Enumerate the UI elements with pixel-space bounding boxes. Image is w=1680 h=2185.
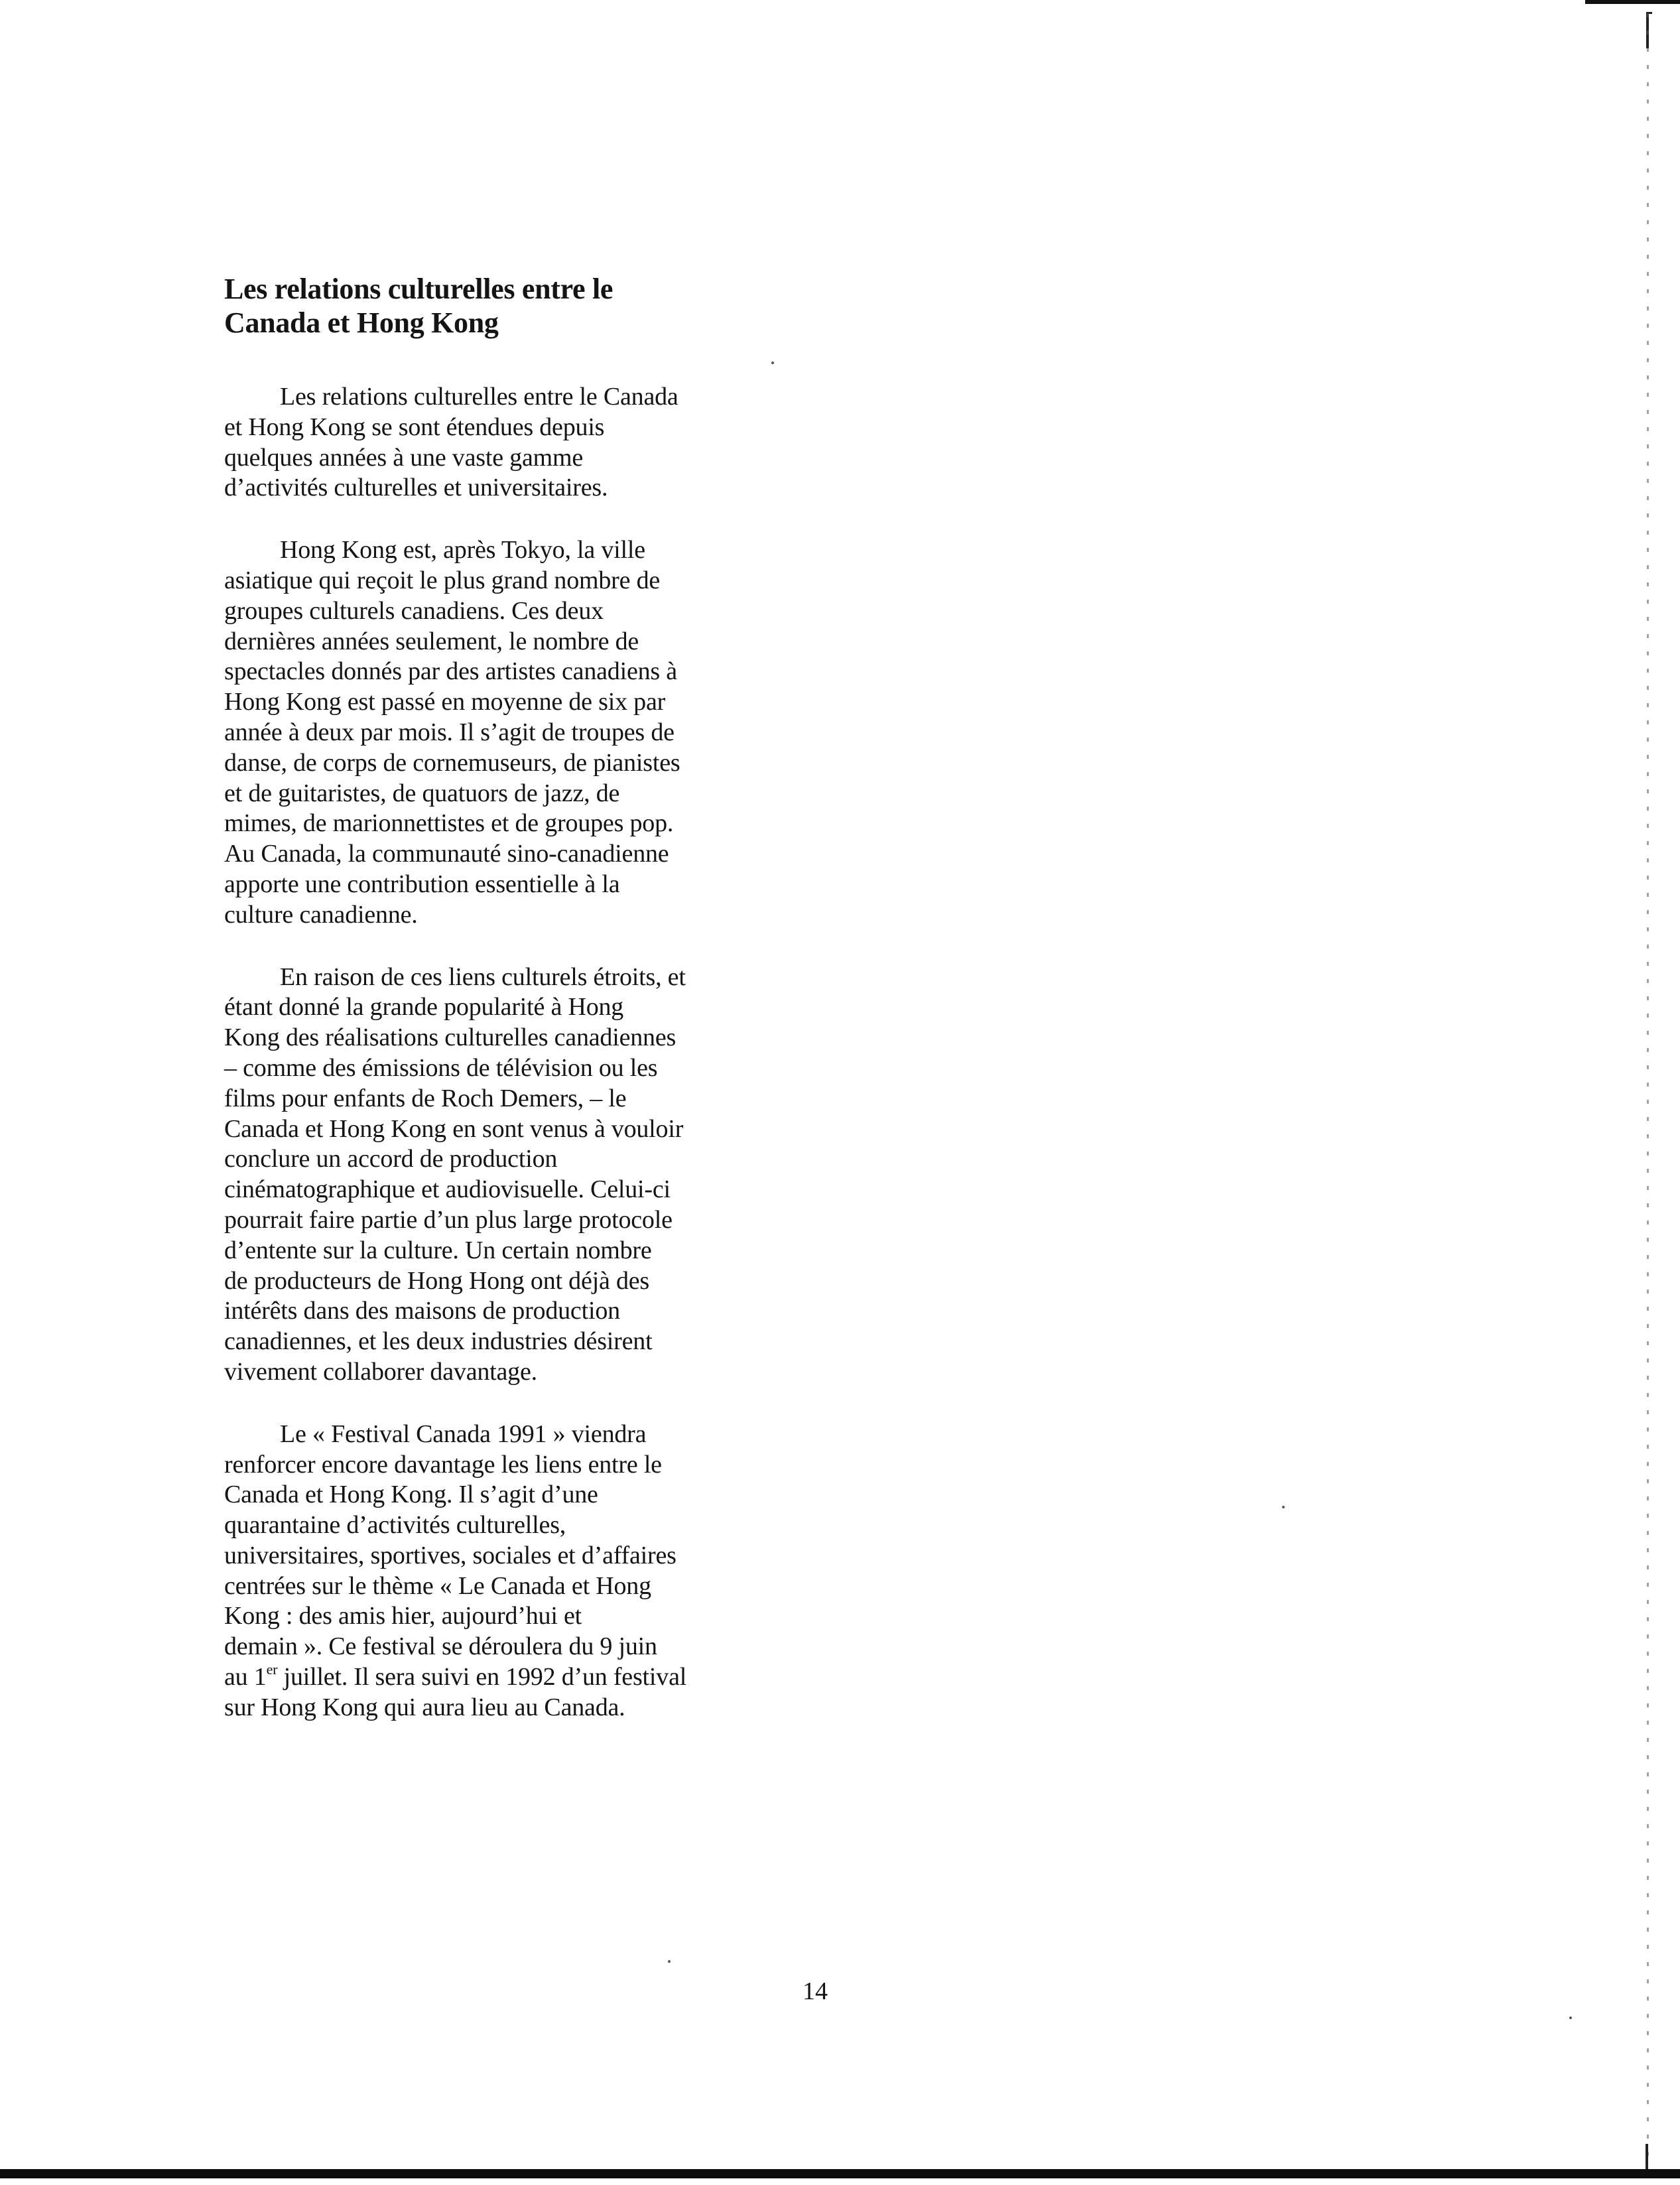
page-number: 14 [803, 1977, 828, 2005]
text-line: Le « Festival Canada 1991 » viendra [280, 1420, 647, 1448]
text-line: cinématographique et audiovisuelle. Celui-ci [224, 1175, 671, 1204]
text-line: demain ». Ce festival se déroulera du 9 juin [224, 1632, 657, 1661]
title-line: Les relations culturelles entre le [224, 273, 614, 305]
text-line: universitaires, sportives, sociales et d’affaires [224, 1541, 677, 1569]
paragraph-4 [224, 1420, 795, 1723]
text-line: Les relations culturelles entre le Canada [280, 383, 678, 411]
text-line: quarantaine d’activités culturelles, [224, 1511, 566, 1540]
text-line: danse, de corps de cornemuseurs, de pianistes [224, 748, 680, 777]
text-line: sur Hong Kong qui aura lieu au Canada. [224, 1693, 625, 1721]
text-line: Canada et Hong Kong. Il s’agit d’une [224, 1481, 598, 1509]
text-line: Kong : des amis hier, aujourd’hui et [224, 1602, 582, 1630]
text-line: renforcer encore davantage les liens entre le [224, 1450, 662, 1479]
paragraph-1 [224, 382, 795, 503]
text-line: groupes culturels canadiens. Ces deux [224, 596, 604, 625]
article-title [224, 272, 795, 340]
text-line: spectacles donnés par des artistes canadiens à [224, 657, 677, 686]
text-line: apporte une contribution essentielle à la [224, 870, 620, 898]
text-line: culture canadienne. [224, 900, 418, 929]
text-line: d’activités culturelles et universitaires. [224, 474, 608, 502]
text-line: Kong des réalisations culturelles canadiennes [224, 1024, 677, 1052]
text-line: Hong Kong est, après Tokyo, la ville [280, 536, 645, 564]
text-line: et de guitaristes, de quatuors de jazz, de [224, 779, 620, 807]
text-line: intérêts dans des maisons de production [224, 1297, 620, 1325]
scan-edge-bottom [0, 2169, 1680, 2178]
ordinal-superscript: er [266, 1661, 278, 1678]
text-line: centrées sur le thème « Le Canada et Hong [224, 1571, 651, 1600]
text-line: et Hong Kong se sont étendues depuis [224, 413, 605, 441]
text-line: Canada et Hong Kong en sont venus à vouloir [224, 1114, 684, 1143]
text-line: étant donné la grande popularité à Hong [224, 993, 624, 1022]
text-line: d’entente sur la culture. Un certain nombre [224, 1236, 652, 1264]
text-line: En raison de ces liens culturels étroits, et [280, 962, 686, 991]
article-column [224, 272, 795, 1755]
scan-edge-top [1585, 0, 1680, 4]
text-line: asiatique qui reçoit le plus grand nombre de [224, 566, 661, 594]
paragraph-3 [224, 962, 795, 1388]
article-body [224, 382, 795, 1723]
title-line: Canada et Hong Kong [224, 306, 499, 339]
text-line-date [224, 1662, 795, 1693]
scan-speck [668, 1960, 671, 1963]
text-line: canadiennes, et les deux industries désirent [224, 1327, 653, 1356]
text-line: – comme des émissions de télévision ou les [224, 1053, 658, 1082]
text-line: Au Canada, la communauté sino-canadienne [224, 840, 669, 868]
text-line: vivement collaborer davantage. [224, 1357, 537, 1386]
text-line: dernières années seulement, le nombre de [224, 627, 639, 655]
scan-edge-right [1647, 13, 1649, 2169]
text-line: pourrait faire partie d’un plus large protocole [224, 1205, 673, 1234]
paragraph-2 [224, 535, 795, 930]
text-line: conclure un accord de production [224, 1145, 558, 1173]
text-line: quelques années à une vaste gamme [224, 443, 584, 472]
date-text-before: au 1 [224, 1663, 267, 1691]
date-text-after: juillet. Il sera suivi en 1992 d’un festival [277, 1663, 687, 1691]
text-line: année à deux par mois. Il s’agit de troupes de [224, 718, 675, 746]
text-line: mimes, de marionnettistes et de groupes pop. [224, 809, 674, 838]
text-line: de producteurs de Hong Hong ont déjà des [224, 1266, 650, 1295]
scan-speck [1569, 2017, 1572, 2019]
scan-speck [1282, 1506, 1285, 1508]
text-line: films pour enfants de Roch Demers, – le [224, 1084, 627, 1112]
text-line: Hong Kong est passé en moyenne de six par [224, 688, 666, 716]
